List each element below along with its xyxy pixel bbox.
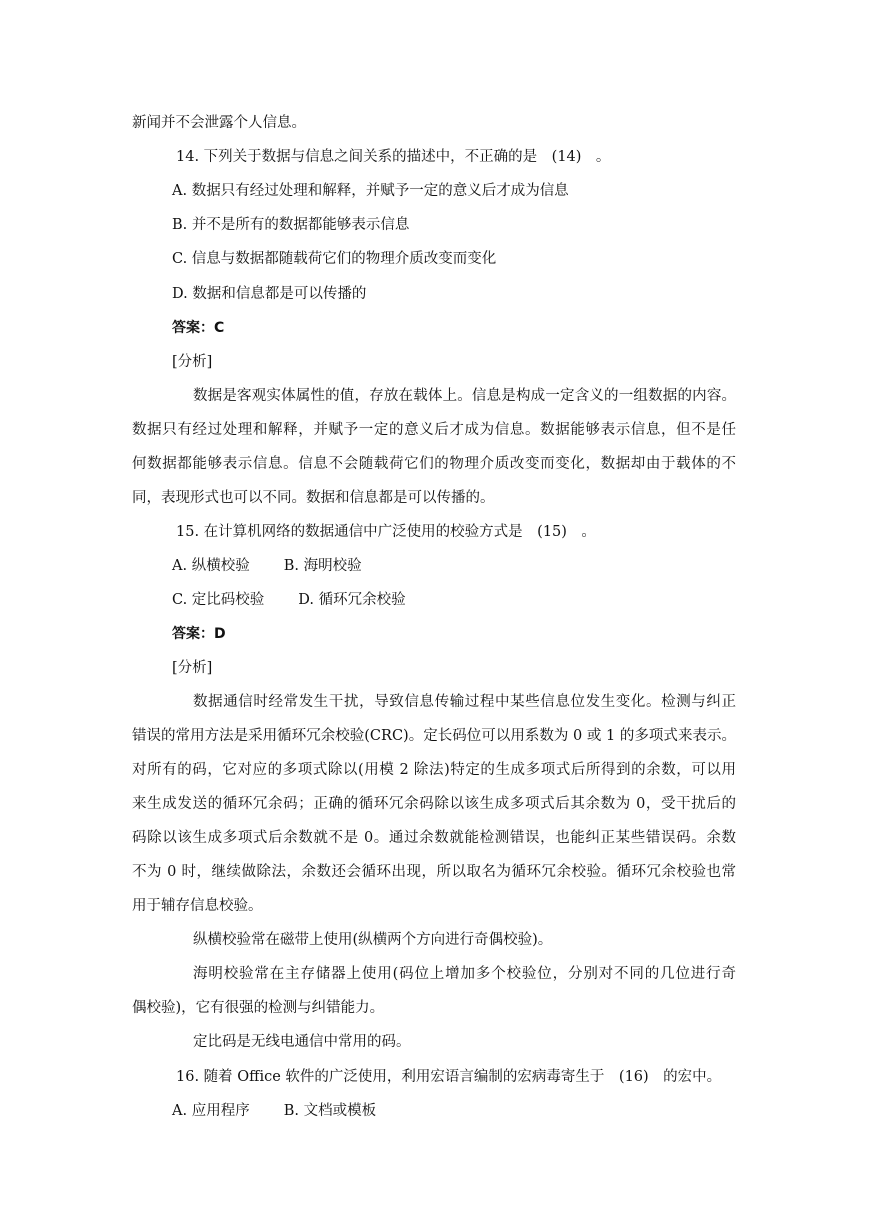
- analysis-paragraph-line: 数据通信时经常发生干扰，导致信息传输过程中某些信息位发生变化。检测与纠正: [193, 694, 736, 710]
- analysis-paragraph-line: 错误的常用方法是采用循环冗余校验(CRC)。定长码位可以用系数为 0 或 1 的多项式来表示。: [132, 728, 736, 744]
- analysis-paragraph-line: 对所有的码，它对应的多项式除以(用模 2 除法)特定的生成多项式后所得到的余数，可以用: [132, 762, 736, 778]
- option-14-b: B. 并不是所有的数据都能够表示信息: [172, 217, 410, 233]
- question-14: 14. 下列关于数据与信息之间关系的描述中，不正确的是 (14) 。: [176, 149, 611, 165]
- option-14-c: C. 信息与数据都随载荷它们的物理介质改变而变化: [172, 251, 497, 267]
- analysis-paragraph-line: 数据是客观实体属性的值，存放在载体上。信息是构成一定含义的一组数据的内容。: [193, 388, 736, 404]
- option-15-b: B. 海明校验: [283, 558, 362, 574]
- option-14-d: D. 数据和信息都是可以传播的: [172, 286, 367, 302]
- analysis-paragraph-line: 何数据都能够表示信息。信息不会随载荷它们的物理介质改变而变化，数据却由于载体的不: [132, 456, 736, 472]
- option-16-a: A. 应用程序: [172, 1103, 250, 1119]
- options-16-row-1: [172, 1101, 376, 1121]
- options-15-row-2: [172, 590, 406, 610]
- analysis-paragraph-line: 数据只有经过处理和解释，并赋予一定的意义后才成为信息。数据能够表示信息，但不是任: [132, 422, 736, 438]
- analysis-paragraph-line: 海明校验常在主存储器上使用(码位上增加多个校验位，分别对不同的几位进行奇: [193, 966, 736, 982]
- option-14-a: A. 数据只有经过处理和解释，并赋予一定的意义后才成为信息: [172, 183, 569, 199]
- analysis-paragraph-line: 定比码是无线电通信中常用的码。: [193, 1034, 411, 1050]
- question-15: 15. 在计算机网络的数据通信中广泛使用的校验方式是 (15) 。: [176, 524, 596, 540]
- options-15-row-1: [172, 556, 362, 576]
- answer-14: 答案：C: [172, 320, 225, 336]
- text-line: 新闻并不会泄露个人信息。: [132, 115, 306, 131]
- answer-15: 答案：D: [172, 626, 226, 642]
- option-15-c: C. 定比码校验: [172, 592, 265, 608]
- analysis-paragraph-line: 偶校验)，它有很强的检测与纠错能力。: [132, 1000, 385, 1016]
- option-16-b: B. 文档或模板: [283, 1103, 377, 1119]
- analysis-paragraph-line: 来生成发送的循环冗余码；正确的循环冗余码除以该生成多项式后其余数为 0，受干扰后的: [132, 796, 736, 812]
- analysis-heading-15: [分析]: [172, 660, 213, 676]
- analysis-paragraph-line: 同，表现形式也可以不同。数据和信息都是可以传播的。: [132, 490, 495, 506]
- analysis-paragraph-line: 纵横校验常在磁带上使用(纵横两个方向进行奇偶校验)。: [193, 932, 553, 948]
- analysis-paragraph-line: 码除以该生成多项式后余数就不是 0。通过余数就能检测错误，也能纠正某些错误码。余数: [132, 830, 736, 846]
- option-15-a: A. 纵横校验: [172, 558, 250, 574]
- option-15-d: D. 循环冗余校验: [298, 592, 406, 608]
- analysis-heading-14: [分析]: [172, 354, 213, 370]
- question-16: 16. 随着 Office 软件的广泛使用，利用宏语言编制的宏病毒寄生于 (16) 的宏中。: [176, 1069, 722, 1085]
- analysis-paragraph-line: 不为 0 时，继续做除法，余数还会循环出现，所以取名为循环冗余校验。循环冗余校验也常: [132, 864, 736, 880]
- analysis-paragraph-line: 用于辅存信息校验。: [132, 898, 263, 914]
